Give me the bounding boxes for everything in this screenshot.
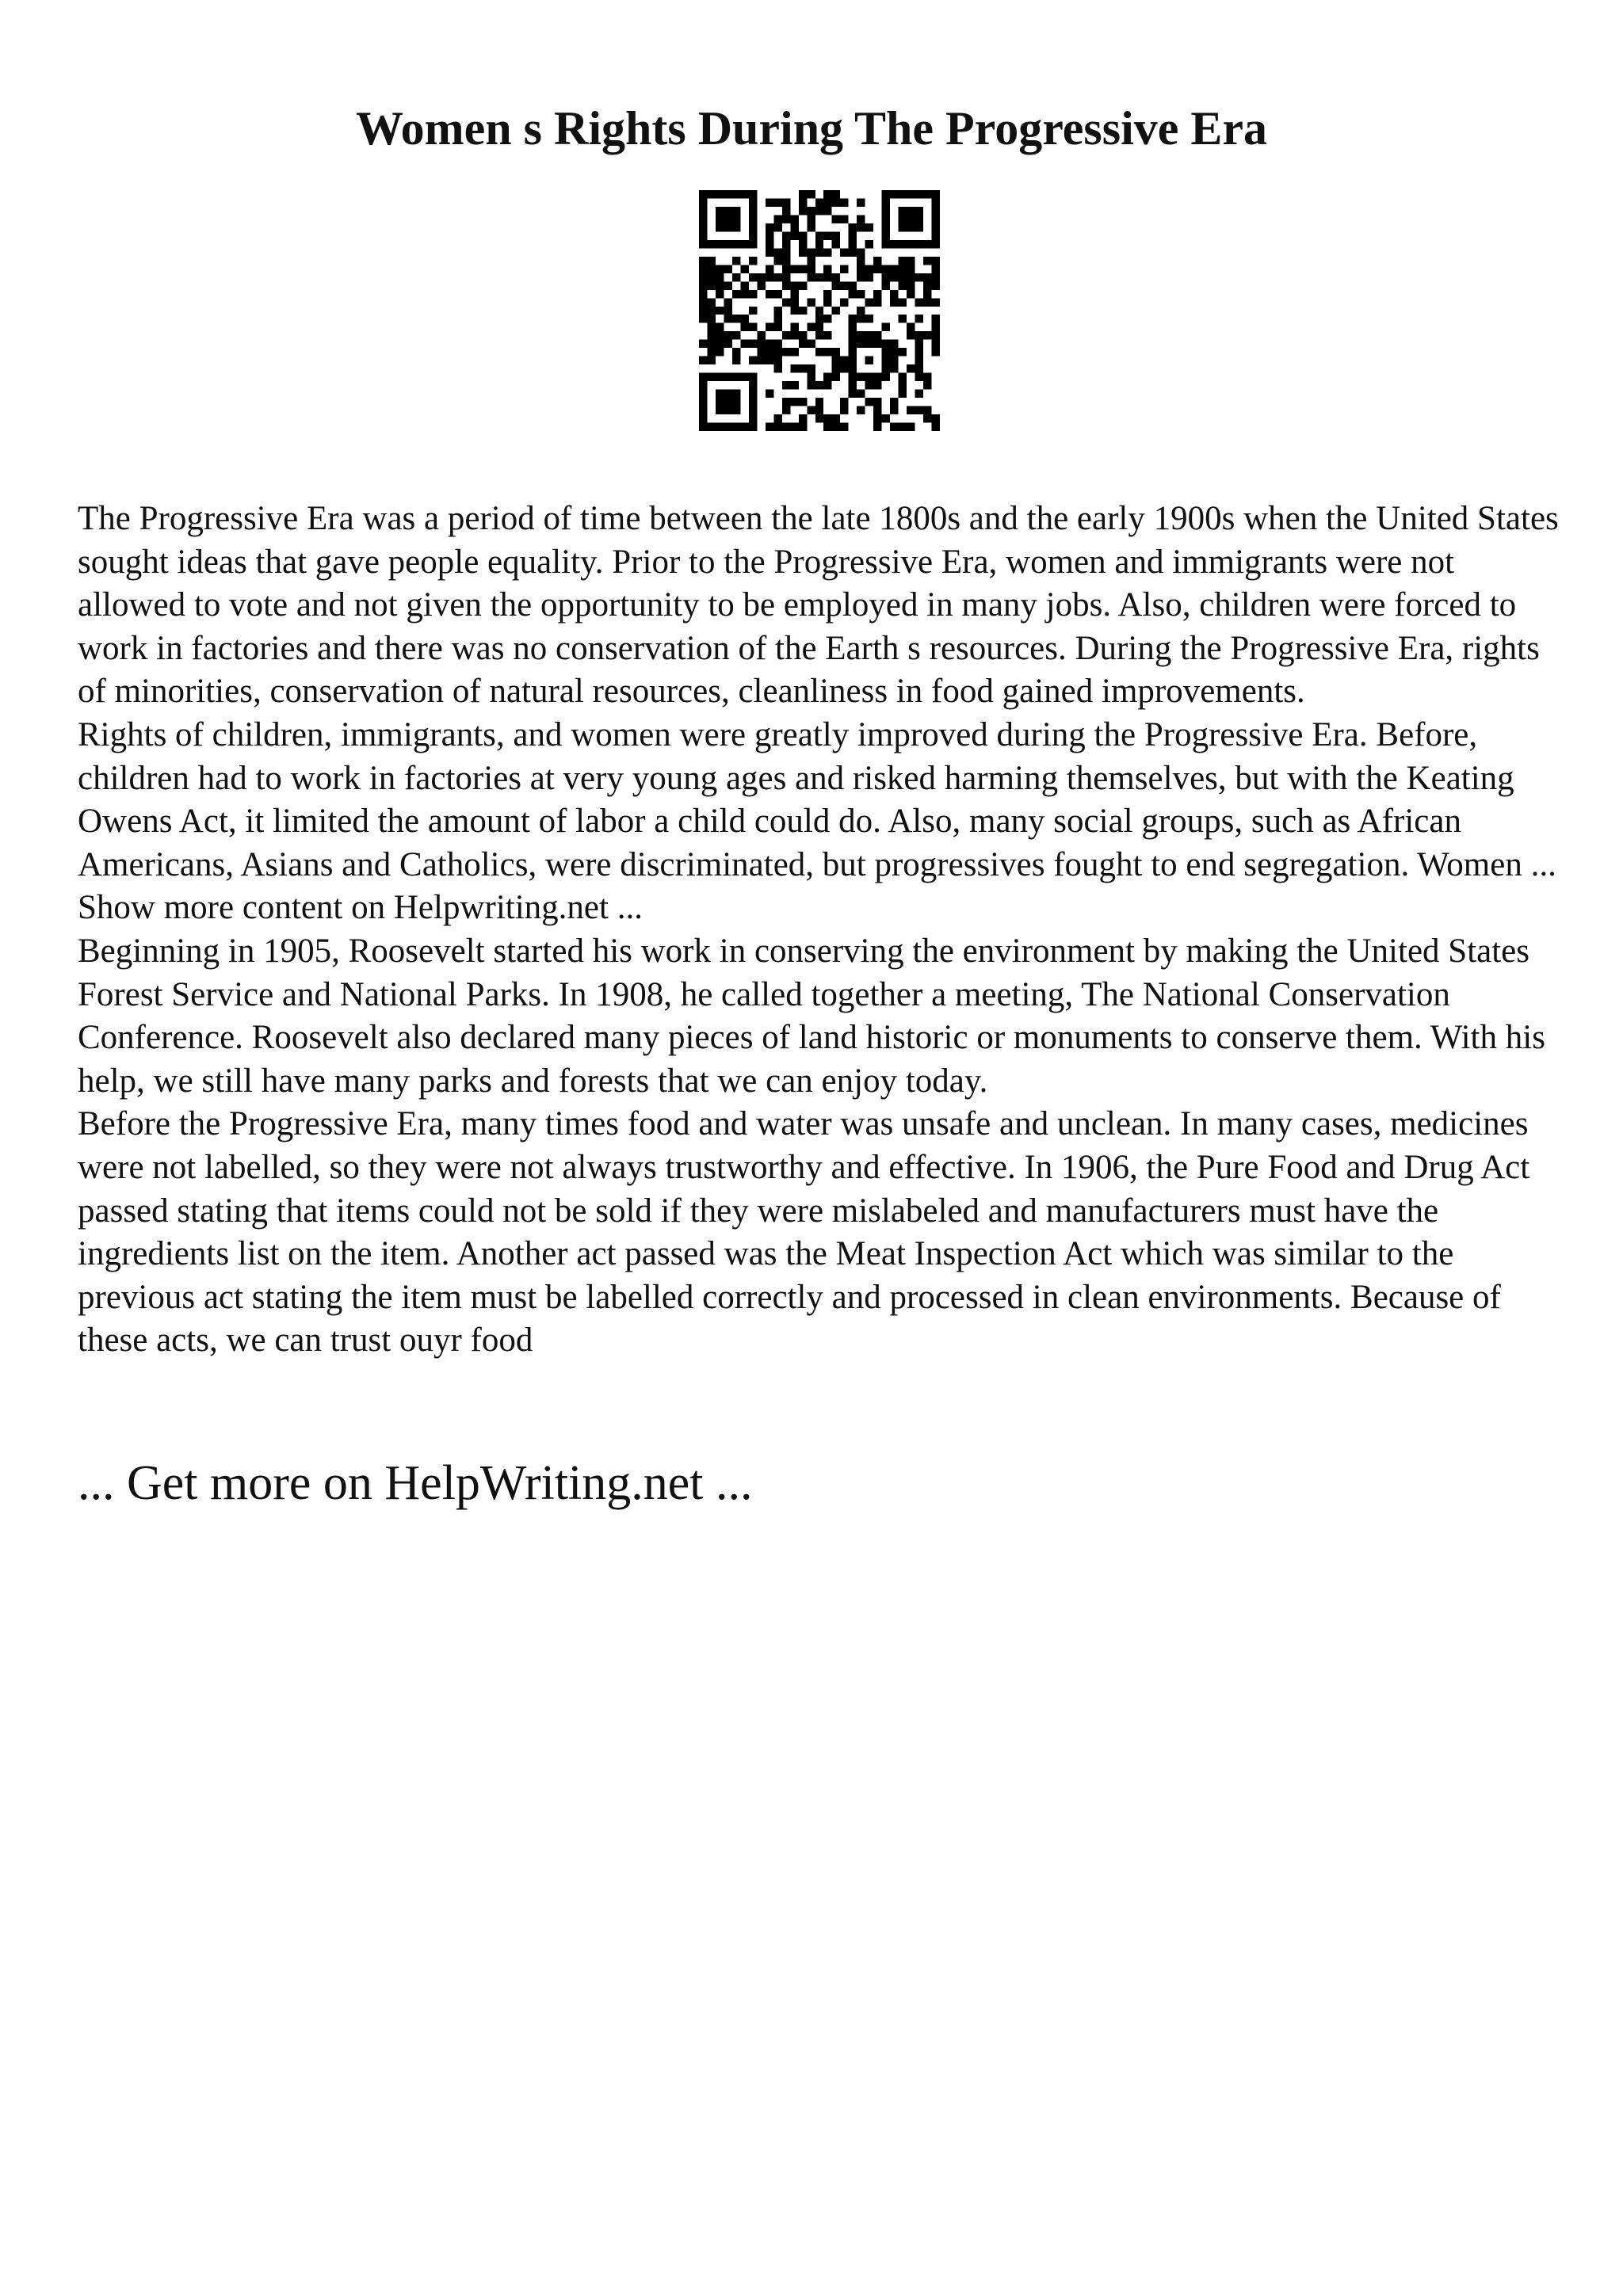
paragraph: The Progressive Era was a period of time between the late 1800s and the early 1900s when the United States sought ideas that gave people equality. Prior to the Progressive Era, women and immigrants were not allowed to vote and not given the opportunity to be employed in many jobs. Also, children were forced to work in factories and there was no conservation of the Earth s resources. During the Progressive Era, rights of minorities, conservation of natural resources, cleanliness in food gained improvements.	[78, 500, 1559, 711]
article-body	[78, 498, 1568, 1363]
paragraph: Before the Progressive Era, many times food and water was unsafe and unclean. In many cases, medicines were not labelled, so they were not always trustworthy and effective. In 1906, the Pure Food and Drug Act passed stating that items could not be sold if they were mislabeled and manufacturers must have the ingredients list on the item. Another act passed was the Meat Inspection Act which was similar to the previous act stating the item must be labelled correctly and processed in clean environments. Because of these acts, we can trust ouyr food	[78, 1105, 1530, 1360]
document-title: Women s Rights During The Progressive Era	[355, 102, 1268, 154]
paragraph: Rights of children, immigrants, and women were greatly improved during the Progressive Era. Before, children had to work in factories at very young ages and risked harming themselves, but with the Keating Owens Act, it limited the amount of labor a child could do. Also, many social groups, such as African Americans, Asians and Catholics, were discriminated, but progressives fought to end segregation. Women ... Show more content on Helpwriting.net ...	[78, 715, 1556, 927]
get-more-link[interactable]: ... Get more on HelpWriting.net ...	[78, 1456, 753, 1510]
paragraph: Beginning in 1905, Roosevelt started his work in conserving the environment by making the United States Forest Service and National Parks. In 1908, he called together a meeting, The National Conservation Conference. Roosevelt also declared many pieces of land historic or monuments to conserve them. With his help, we still have many parks and forests that we can enjoy today.	[78, 932, 1545, 1100]
qr-code-icon	[699, 190, 940, 431]
